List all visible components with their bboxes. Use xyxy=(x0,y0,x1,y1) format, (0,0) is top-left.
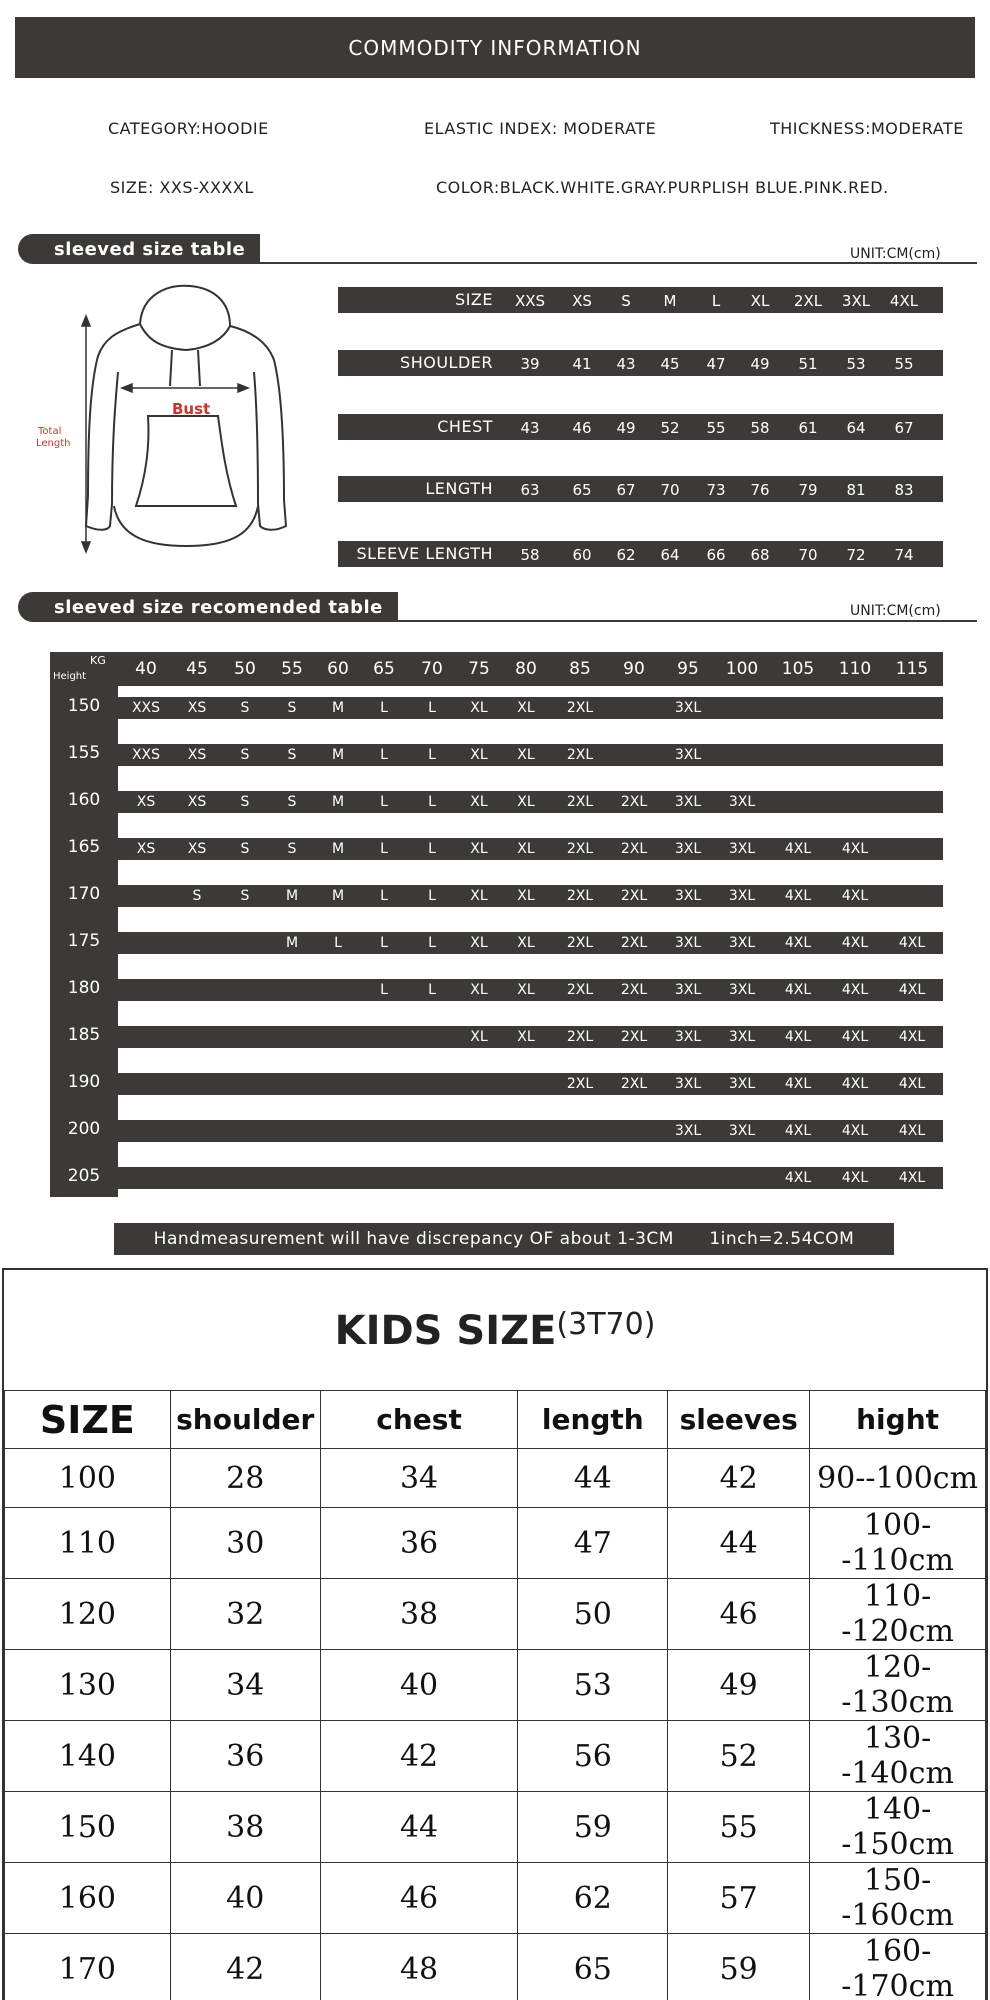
recommended-size-cell: M xyxy=(331,888,345,904)
weight-header-cell: 115 xyxy=(895,659,929,679)
recommended-size-cell: L xyxy=(380,747,388,763)
recommended-size-cell: M xyxy=(331,794,345,810)
size-table-cell: 61 xyxy=(798,419,818,437)
size-table-cell: 64 xyxy=(846,419,866,437)
hoodie-icon xyxy=(30,276,320,564)
recommended-size-cell: L xyxy=(380,700,388,716)
kids-table-cell: 46 xyxy=(668,1579,810,1650)
recommended-size-cell: L xyxy=(428,700,436,716)
recommended-size-cell: 2XL xyxy=(620,841,648,857)
size-table-cell: XS xyxy=(572,292,592,310)
recommended-size-cell: S xyxy=(192,888,202,904)
recommended-row xyxy=(118,932,943,954)
recommended-size-cell: XL xyxy=(470,794,488,810)
size-table-cell: 45 xyxy=(660,355,680,373)
recommended-size-cell: 2XL xyxy=(566,700,594,716)
height-cell: 170 xyxy=(67,884,101,904)
recommended-size-cell: XL xyxy=(517,888,535,904)
recommended-size-cell: XXS xyxy=(131,700,161,716)
recommended-size-cell: M xyxy=(331,747,345,763)
size-table-cell: 64 xyxy=(660,546,680,564)
kids-table-cell: 46 xyxy=(320,1863,518,1934)
recommended-size-cell: 3XL xyxy=(674,747,702,763)
weight-header-cell: 80 xyxy=(515,659,537,679)
kids-table-cell: 47 xyxy=(518,1508,668,1579)
recommended-size-cell: XS xyxy=(187,841,207,857)
recommended-size-cell: 4XL xyxy=(841,841,869,857)
kids-table-cell: 34 xyxy=(170,1650,320,1721)
table-row xyxy=(5,1934,986,2000)
recommended-size-cell: L xyxy=(428,935,436,951)
kids-table-cell: 56 xyxy=(518,1721,668,1792)
weight-header-cell: 110 xyxy=(838,659,872,679)
kids-table-cell: 130--140cm xyxy=(810,1721,986,1792)
size-table-cell: 51 xyxy=(798,355,818,373)
recommended-size-cell: XXS xyxy=(131,747,161,763)
recommended-size-cell: XL xyxy=(517,747,535,763)
size-table-cell: S xyxy=(621,292,631,310)
recommended-row xyxy=(118,885,943,907)
kids-header-row xyxy=(5,1391,986,1449)
table-row xyxy=(5,1650,986,1721)
recommended-size-cell: S xyxy=(240,700,250,716)
size-table-row-label: LENGTH xyxy=(425,479,493,498)
weight-header-cell: 50 xyxy=(234,659,256,679)
recommended-size-cell: 4XL xyxy=(841,1076,869,1092)
measurement-note: Handmeasurement will have discrepancy OF about 1-3CM 1inch=2.54COM xyxy=(114,1223,894,1255)
kids-header-cell: hight xyxy=(810,1391,986,1449)
weight-header-cell: 40 xyxy=(135,659,157,679)
weight-header-cell: 60 xyxy=(327,659,349,679)
recommended-size-cell: M xyxy=(285,935,299,951)
recommended-size-cell: 3XL xyxy=(674,982,702,998)
recommended-size-cell: 2XL xyxy=(620,794,648,810)
height-label: Height xyxy=(53,671,87,682)
recommended-size-cell: L xyxy=(380,982,388,998)
weight-header-cell: 95 xyxy=(677,659,699,679)
kids-table-cell: 48 xyxy=(320,1934,518,2000)
size-table-row-label: CHEST xyxy=(437,417,493,436)
size-table-cell: 73 xyxy=(706,481,726,499)
recommended-size-cell: 2XL xyxy=(566,747,594,763)
recommended-size-cell: 3XL xyxy=(674,1123,702,1139)
size-table-cell: 72 xyxy=(846,546,866,564)
divider xyxy=(240,262,977,264)
recommended-size-cell: XS xyxy=(136,841,156,857)
size-table-cell: 43 xyxy=(616,355,636,373)
recommended-size-cell: 4XL xyxy=(841,1029,869,1045)
size-table-cell: 60 xyxy=(572,546,592,564)
size-table-cell: 49 xyxy=(750,355,770,373)
kids-size-table xyxy=(4,1390,986,2000)
recommended-size-cell: 4XL xyxy=(841,888,869,904)
size-table-cell: 58 xyxy=(520,546,540,564)
recommended-size-cell: XL xyxy=(470,700,488,716)
recommended-size-cell: XS xyxy=(187,794,207,810)
hoodie-measure-figure xyxy=(30,276,320,564)
recommended-size-cell: L xyxy=(428,841,436,857)
recommended-size-cell: XL xyxy=(517,1029,535,1045)
size-table-cell: 68 xyxy=(750,546,770,564)
size-table-cell: 81 xyxy=(846,481,866,499)
kids-table-cell: 140 xyxy=(5,1721,171,1792)
recommended-size-cell: 2XL xyxy=(566,1029,594,1045)
height-cell: 200 xyxy=(67,1119,101,1139)
kids-table-cell: 53 xyxy=(518,1650,668,1721)
recommended-size-cell: L xyxy=(380,794,388,810)
recommended-size-cell: XS xyxy=(136,794,156,810)
kids-table-cell: 42 xyxy=(170,1934,320,2000)
kids-header-cell: SIZE xyxy=(5,1391,171,1449)
recommended-size-cell: 4XL xyxy=(784,935,812,951)
size-table-row xyxy=(338,350,943,376)
height-cell: 150 xyxy=(67,696,101,716)
thickness-text: THICKNESS:MODERATE xyxy=(770,119,964,138)
kids-size-title xyxy=(0,1308,990,1354)
kids-table-cell: 100 xyxy=(5,1449,171,1508)
bust-label: Bust xyxy=(172,400,211,418)
recommended-size-cell: S xyxy=(287,841,297,857)
recommended-size-cell: S xyxy=(240,794,250,810)
recommended-size-cell: XL xyxy=(517,841,535,857)
size-table-cell: 70 xyxy=(660,481,680,499)
kids-table-cell: 32 xyxy=(170,1579,320,1650)
recommended-size-cell: 4XL xyxy=(784,1170,812,1186)
recommended-size-cell: XL xyxy=(470,888,488,904)
size-table-row xyxy=(338,476,943,502)
recommended-size-cell: 2XL xyxy=(566,841,594,857)
kids-table-cell: 62 xyxy=(518,1863,668,1934)
recommended-row xyxy=(118,1073,943,1095)
size-table-row xyxy=(338,414,943,440)
kids-table-cell: 59 xyxy=(518,1792,668,1863)
recommended-row xyxy=(118,1026,943,1048)
recommended-size-cell: L xyxy=(428,747,436,763)
size-table-row xyxy=(338,541,943,567)
category-text: CATEGORY:HOODIE xyxy=(108,119,269,138)
recommended-size-cell: 4XL xyxy=(898,935,926,951)
recommended-size-cell: 4XL xyxy=(898,1170,926,1186)
size-table-cell: 53 xyxy=(846,355,866,373)
table-row xyxy=(5,1449,986,1508)
recommended-row xyxy=(118,838,943,860)
recommended-size-cell: 4XL xyxy=(841,1170,869,1186)
size-table-cell: 49 xyxy=(616,419,636,437)
recommended-row xyxy=(118,791,943,813)
kids-table-cell: 42 xyxy=(320,1721,518,1792)
recommended-size-cell: S xyxy=(240,888,250,904)
kids-header-cell: shoulder xyxy=(170,1391,320,1449)
recommended-size-cell: 4XL xyxy=(841,1123,869,1139)
size-table-cell: 67 xyxy=(616,481,636,499)
kids-table-cell: 90--100cm xyxy=(810,1449,986,1508)
size-table-cell: 63 xyxy=(520,481,540,499)
recommended-size-cell: 4XL xyxy=(898,1123,926,1139)
recommended-size-cell: 3XL xyxy=(728,794,756,810)
kids-table-cell: 44 xyxy=(668,1508,810,1579)
recommended-size-cell: L xyxy=(380,935,388,951)
weight-header-cell: 70 xyxy=(421,659,443,679)
table-row xyxy=(5,1721,986,1792)
weight-header-cell: 45 xyxy=(186,659,208,679)
recommended-size-cell: XL xyxy=(470,747,488,763)
size-table-cell: 76 xyxy=(750,481,770,499)
kids-table-cell: 50 xyxy=(518,1579,668,1650)
kids-table-cell: 65 xyxy=(518,1934,668,2000)
recommended-size-cell: 4XL xyxy=(898,1076,926,1092)
weight-header-row xyxy=(50,652,943,686)
recommended-size-cell: 2XL xyxy=(620,1076,648,1092)
kids-table-cell: 120--130cm xyxy=(810,1650,986,1721)
kids-table-cell: 170 xyxy=(5,1934,171,2000)
recommended-size-cell: XL xyxy=(517,935,535,951)
kids-table-cell: 42 xyxy=(668,1449,810,1508)
recommended-size-cell: XL xyxy=(470,982,488,998)
kids-table-cell: 40 xyxy=(320,1650,518,1721)
size-table-tab: sleeved size table xyxy=(18,234,260,264)
recommended-size-cell: 3XL xyxy=(674,794,702,810)
height-cell: 205 xyxy=(67,1166,101,1186)
size-table-cell: 70 xyxy=(798,546,818,564)
table-row xyxy=(5,1508,986,1579)
kids-table-cell: 110--120cm xyxy=(810,1579,986,1650)
recommended-size-cell: XL xyxy=(470,935,488,951)
kids-header-cell: sleeves xyxy=(668,1391,810,1449)
kids-table-cell: 36 xyxy=(170,1721,320,1792)
kids-table-cell: 40 xyxy=(170,1863,320,1934)
recommended-size-cell: 3XL xyxy=(674,888,702,904)
recommended-size-cell: S xyxy=(287,700,297,716)
recommended-size-cell: S xyxy=(240,747,250,763)
weight-header-cell: 65 xyxy=(373,659,395,679)
recommended-row xyxy=(118,1120,943,1142)
size-table-unit: UNIT:CM(cm) xyxy=(850,246,941,262)
recommended-table-unit: UNIT:CM(cm) xyxy=(850,603,941,619)
recommended-size-cell: 2XL xyxy=(620,935,648,951)
recommended-size-cell: M xyxy=(331,841,345,857)
height-cell: 180 xyxy=(67,978,101,998)
recommended-size-cell: 3XL xyxy=(728,1076,756,1092)
recommended-table-tab: sleeved size recomended table xyxy=(18,592,398,622)
recommended-size-cell: 4XL xyxy=(784,841,812,857)
size-table-cell: L xyxy=(711,292,721,310)
kids-table-cell: 100--110cm xyxy=(810,1508,986,1579)
recommended-size-cell: XL xyxy=(470,841,488,857)
recommended-size-cell: 2XL xyxy=(620,1029,648,1045)
size-table-cell: 62 xyxy=(616,546,636,564)
weight-header-cell: 90 xyxy=(623,659,645,679)
kids-table-cell: 140--150cm xyxy=(810,1792,986,1863)
kids-table-cell: 49 xyxy=(668,1650,810,1721)
recommended-size-cell: 4XL xyxy=(841,935,869,951)
recommended-size-cell: S xyxy=(240,841,250,857)
kids-table-cell: 30 xyxy=(170,1508,320,1579)
recommended-size-cell: 2XL xyxy=(566,1076,594,1092)
size-table-cell: 47 xyxy=(706,355,726,373)
elastic-index-text: ELASTIC INDEX: MODERATE xyxy=(424,119,657,138)
table-row xyxy=(5,1579,986,1650)
size-table-row-label: SLEEVE LENGTH xyxy=(356,544,493,563)
recommended-size-cell: 3XL xyxy=(728,982,756,998)
recommended-size-cell: 4XL xyxy=(784,1076,812,1092)
recommended-size-cell: 3XL xyxy=(728,1123,756,1139)
recommended-size-cell: 4XL xyxy=(898,1029,926,1045)
kids-title-sub: (3T70) xyxy=(556,1307,656,1342)
size-range-text: SIZE: XXS-XXXXL xyxy=(110,178,254,197)
height-cell: 165 xyxy=(67,837,101,857)
height-cell: 175 xyxy=(67,931,101,951)
recommended-size-cell: 4XL xyxy=(784,1123,812,1139)
size-table-cell: 39 xyxy=(520,355,540,373)
kids-header-cell: length xyxy=(518,1391,668,1449)
kids-table-cell: 150 xyxy=(5,1792,171,1863)
divider xyxy=(378,620,977,622)
recommended-size-cell: L xyxy=(428,794,436,810)
recommended-size-cell: 3XL xyxy=(674,1076,702,1092)
kids-table-cell: 120 xyxy=(5,1579,171,1650)
kg-label: KG xyxy=(90,654,106,667)
kids-table-cell: 130 xyxy=(5,1650,171,1721)
size-table-cell: 74 xyxy=(894,546,914,564)
commodity-info-banner: COMMODITY INFORMATION xyxy=(15,17,975,78)
size-table-cell: 55 xyxy=(894,355,914,373)
recommended-row xyxy=(118,697,943,719)
recommended-row xyxy=(118,1167,943,1189)
kids-table-cell: 160--170cm xyxy=(810,1934,986,2000)
recommended-size-cell: 2XL xyxy=(566,888,594,904)
kids-table-cell: 36 xyxy=(320,1508,518,1579)
kids-table-cell: 55 xyxy=(668,1792,810,1863)
size-table-cell: 58 xyxy=(750,419,770,437)
kids-table-cell: 34 xyxy=(320,1449,518,1508)
size-table-cell: 4XL xyxy=(889,292,919,310)
recommended-size-cell: XL xyxy=(517,794,535,810)
kids-table-cell: 110 xyxy=(5,1508,171,1579)
kids-table-cell: 160 xyxy=(5,1863,171,1934)
weight-header-cell: 55 xyxy=(281,659,303,679)
recommended-size-cell: XS xyxy=(187,747,207,763)
size-table-cell: 55 xyxy=(706,419,726,437)
total-length-label: Total xyxy=(38,426,62,437)
recommended-size-cell: 3XL xyxy=(728,1029,756,1045)
recommended-size-cell: 3XL xyxy=(728,888,756,904)
kids-table-cell: 44 xyxy=(518,1449,668,1508)
kids-table-cell: 28 xyxy=(170,1449,320,1508)
recommended-size-cell: 2XL xyxy=(566,935,594,951)
recommended-size-cell: XL xyxy=(517,982,535,998)
recommended-size-cell: 3XL xyxy=(728,935,756,951)
recommended-size-cell: 3XL xyxy=(674,841,702,857)
recommended-size-cell: 3XL xyxy=(674,700,702,716)
kids-header-cell: chest xyxy=(320,1391,518,1449)
kids-table-cell: 59 xyxy=(668,1934,810,2000)
size-table-cell: 2XL xyxy=(793,292,823,310)
size-table-cell: 41 xyxy=(572,355,592,373)
height-cell: 190 xyxy=(67,1072,101,1092)
size-table-cell: 46 xyxy=(572,419,592,437)
size-table-row-label: SIZE xyxy=(455,290,493,309)
size-table-cell: M xyxy=(663,292,677,310)
size-table-cell: 43 xyxy=(520,419,540,437)
recommended-size-cell: XL xyxy=(517,700,535,716)
recommended-size-cell: S xyxy=(287,747,297,763)
recommended-size-cell: XS xyxy=(187,700,207,716)
size-table-cell: 66 xyxy=(706,546,726,564)
recommended-size-cell: 4XL xyxy=(841,982,869,998)
recommended-row xyxy=(118,744,943,766)
kids-title-main: KIDS SIZE xyxy=(334,1308,557,1354)
color-list-text: COLOR:BLACK.WHITE.GRAY.PURPLISH BLUE.PINK.RED. xyxy=(436,178,889,197)
size-table-cell: 3XL xyxy=(841,292,871,310)
height-cell: 155 xyxy=(67,743,101,763)
recommended-row xyxy=(118,979,943,1001)
recommended-size-cell: L xyxy=(380,841,388,857)
recommended-size-cell: 2XL xyxy=(620,888,648,904)
size-table-row xyxy=(338,287,943,313)
weight-header-cell: 100 xyxy=(725,659,759,679)
recommended-size-cell: 4XL xyxy=(784,982,812,998)
weight-header-cell: 85 xyxy=(569,659,591,679)
size-table-cell: XXS xyxy=(514,292,546,310)
kids-table-cell: 57 xyxy=(668,1863,810,1934)
recommended-size-cell: 2XL xyxy=(620,982,648,998)
recommended-size-cell: M xyxy=(285,888,299,904)
size-table-cell: 79 xyxy=(798,481,818,499)
recommended-size-cell: 3XL xyxy=(728,841,756,857)
kids-table-cell: 38 xyxy=(170,1792,320,1863)
total-length-label-2: Length xyxy=(36,438,71,449)
recommended-size-cell: M xyxy=(331,700,345,716)
size-table-cell: 65 xyxy=(572,481,592,499)
weight-header-cell: 75 xyxy=(468,659,490,679)
recommended-size-cell: 4XL xyxy=(784,888,812,904)
recommended-size-cell: XL xyxy=(470,1029,488,1045)
size-table-cell: 83 xyxy=(894,481,914,499)
kids-table-cell: 150--160cm xyxy=(810,1863,986,1934)
recommended-size-cell: L xyxy=(428,888,436,904)
size-table-row-label: SHOULDER xyxy=(400,353,493,372)
recommended-size-cell: L xyxy=(334,935,342,951)
recommended-size-cell: 4XL xyxy=(784,1029,812,1045)
recommended-size-cell: L xyxy=(380,888,388,904)
weight-header-cell: 105 xyxy=(781,659,815,679)
size-table-cell: 52 xyxy=(660,419,680,437)
kids-table-cell: 44 xyxy=(320,1792,518,1863)
recommended-size-cell: 4XL xyxy=(898,982,926,998)
table-row xyxy=(5,1863,986,1934)
recommended-size-cell: 2XL xyxy=(566,794,594,810)
height-cell: 160 xyxy=(67,790,101,810)
recommended-size-cell: 3XL xyxy=(674,935,702,951)
recommended-size-cell: 2XL xyxy=(566,982,594,998)
recommended-size-cell: 3XL xyxy=(674,1029,702,1045)
recommended-size-cell: L xyxy=(428,982,436,998)
kids-table-cell: 38 xyxy=(320,1579,518,1650)
recommended-size-cell: S xyxy=(287,794,297,810)
height-cell: 185 xyxy=(67,1025,101,1045)
table-row xyxy=(5,1792,986,1863)
size-table-cell: 67 xyxy=(894,419,914,437)
size-table-cell: XL xyxy=(750,292,770,310)
kids-table-cell: 52 xyxy=(668,1721,810,1792)
